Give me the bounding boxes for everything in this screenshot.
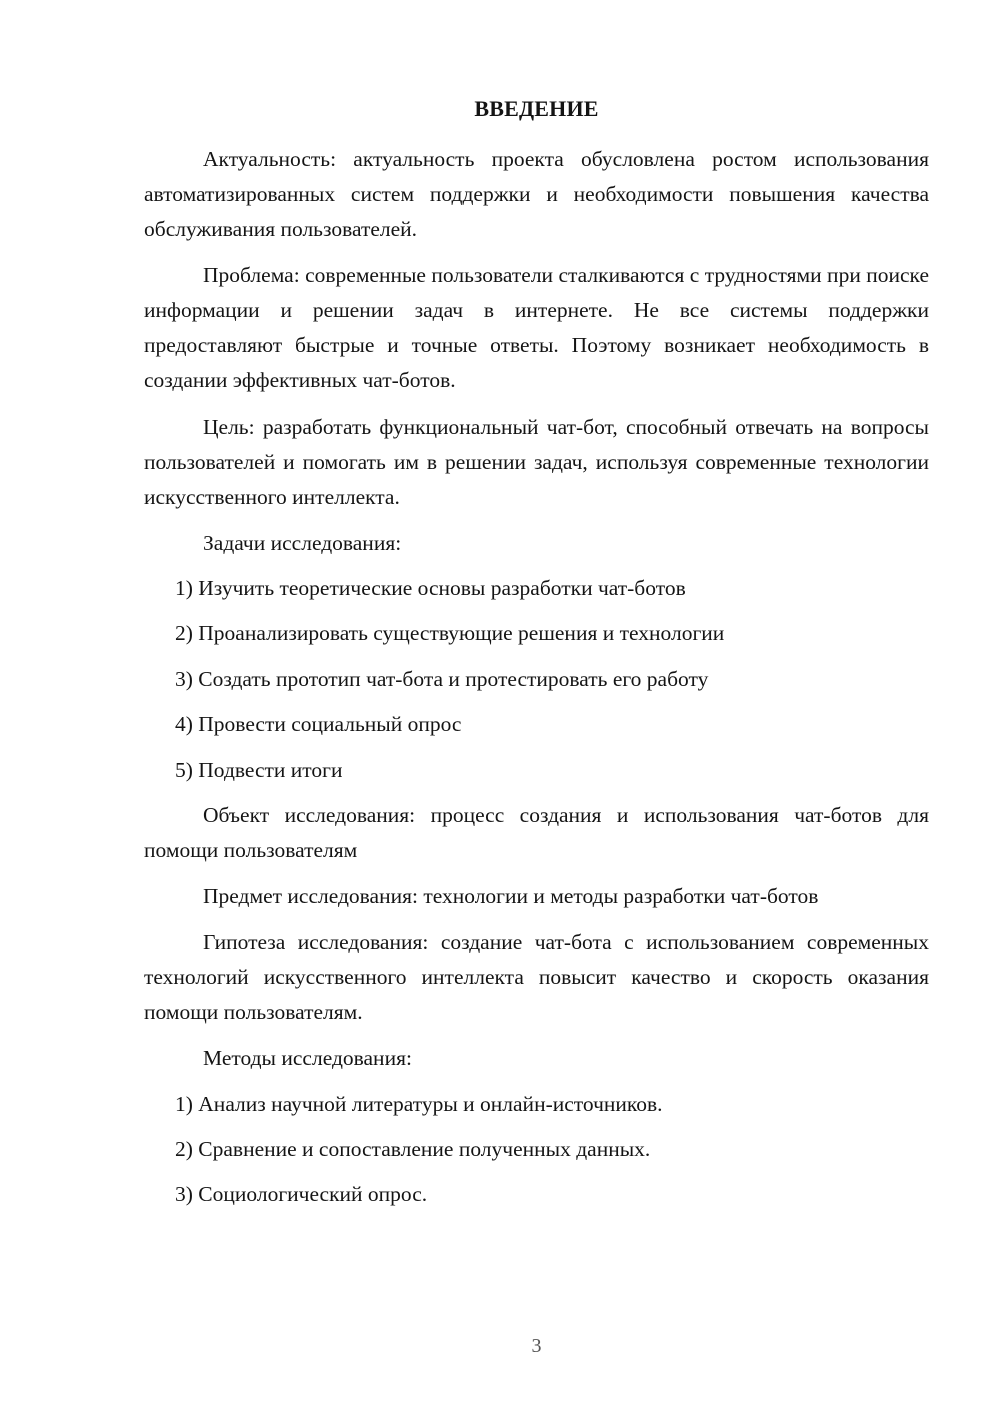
methods-heading: Методы исследования: bbox=[203, 1046, 412, 1070]
goal-paragraph: Цель: разработать функциональный чат-бот, способный отвечать на вопросы пользователей и помогать им в решении задач, используя современные технологии искусственного интеллекта. bbox=[144, 415, 929, 509]
relevance-paragraph: Актуальность: актуальность проекта обусловлена ростом использования автоматизированных систем поддержки и необходимости повышения качества обслуживания пользователей. bbox=[144, 147, 929, 241]
tasks-heading: Задачи исследования: bbox=[203, 531, 402, 555]
page-number: 3 bbox=[531, 1335, 542, 1357]
object-paragraph: Объект исследования: процесс создания и использования чат-ботов для помощи пользователям bbox=[144, 803, 929, 862]
method-item: 2) Сравнение и сопоставление полученных данных. bbox=[175, 1137, 651, 1161]
task-item: 3) Создать прототип чат-бота и протестировать его работу bbox=[175, 667, 709, 691]
page-title: ВВЕДЕНИЕ bbox=[474, 96, 599, 121]
problem-paragraph: Проблема: современные пользователи сталкиваются с трудностями при поиске информации и решении задач в интернете. Не все системы поддержки предоставляют быстрые и точные ответы. Поэтому возникает необходимость в создании эффективных чат-ботов. bbox=[144, 263, 929, 392]
task-item: 1) Изучить теоретические основы разработки чат-ботов bbox=[175, 576, 686, 600]
task-item: 4) Провести социальный опрос bbox=[175, 712, 462, 736]
subject-paragraph: Предмет исследования: технологии и методы разработки чат-ботов bbox=[203, 884, 819, 908]
method-item: 3) Социологический опрос. bbox=[175, 1182, 428, 1206]
method-item: 1) Анализ научной литературы и онлайн-источников. bbox=[175, 1092, 663, 1116]
hypothesis-paragraph: Гипотеза исследования: создание чат-бота с использованием современных технологий искусственного интеллекта повысит качество и скорость оказания помощи пользователям. bbox=[144, 930, 929, 1024]
task-item: 5) Подвести итоги bbox=[175, 758, 343, 782]
task-item: 2) Проанализировать существующие решения и технологии bbox=[175, 621, 725, 645]
